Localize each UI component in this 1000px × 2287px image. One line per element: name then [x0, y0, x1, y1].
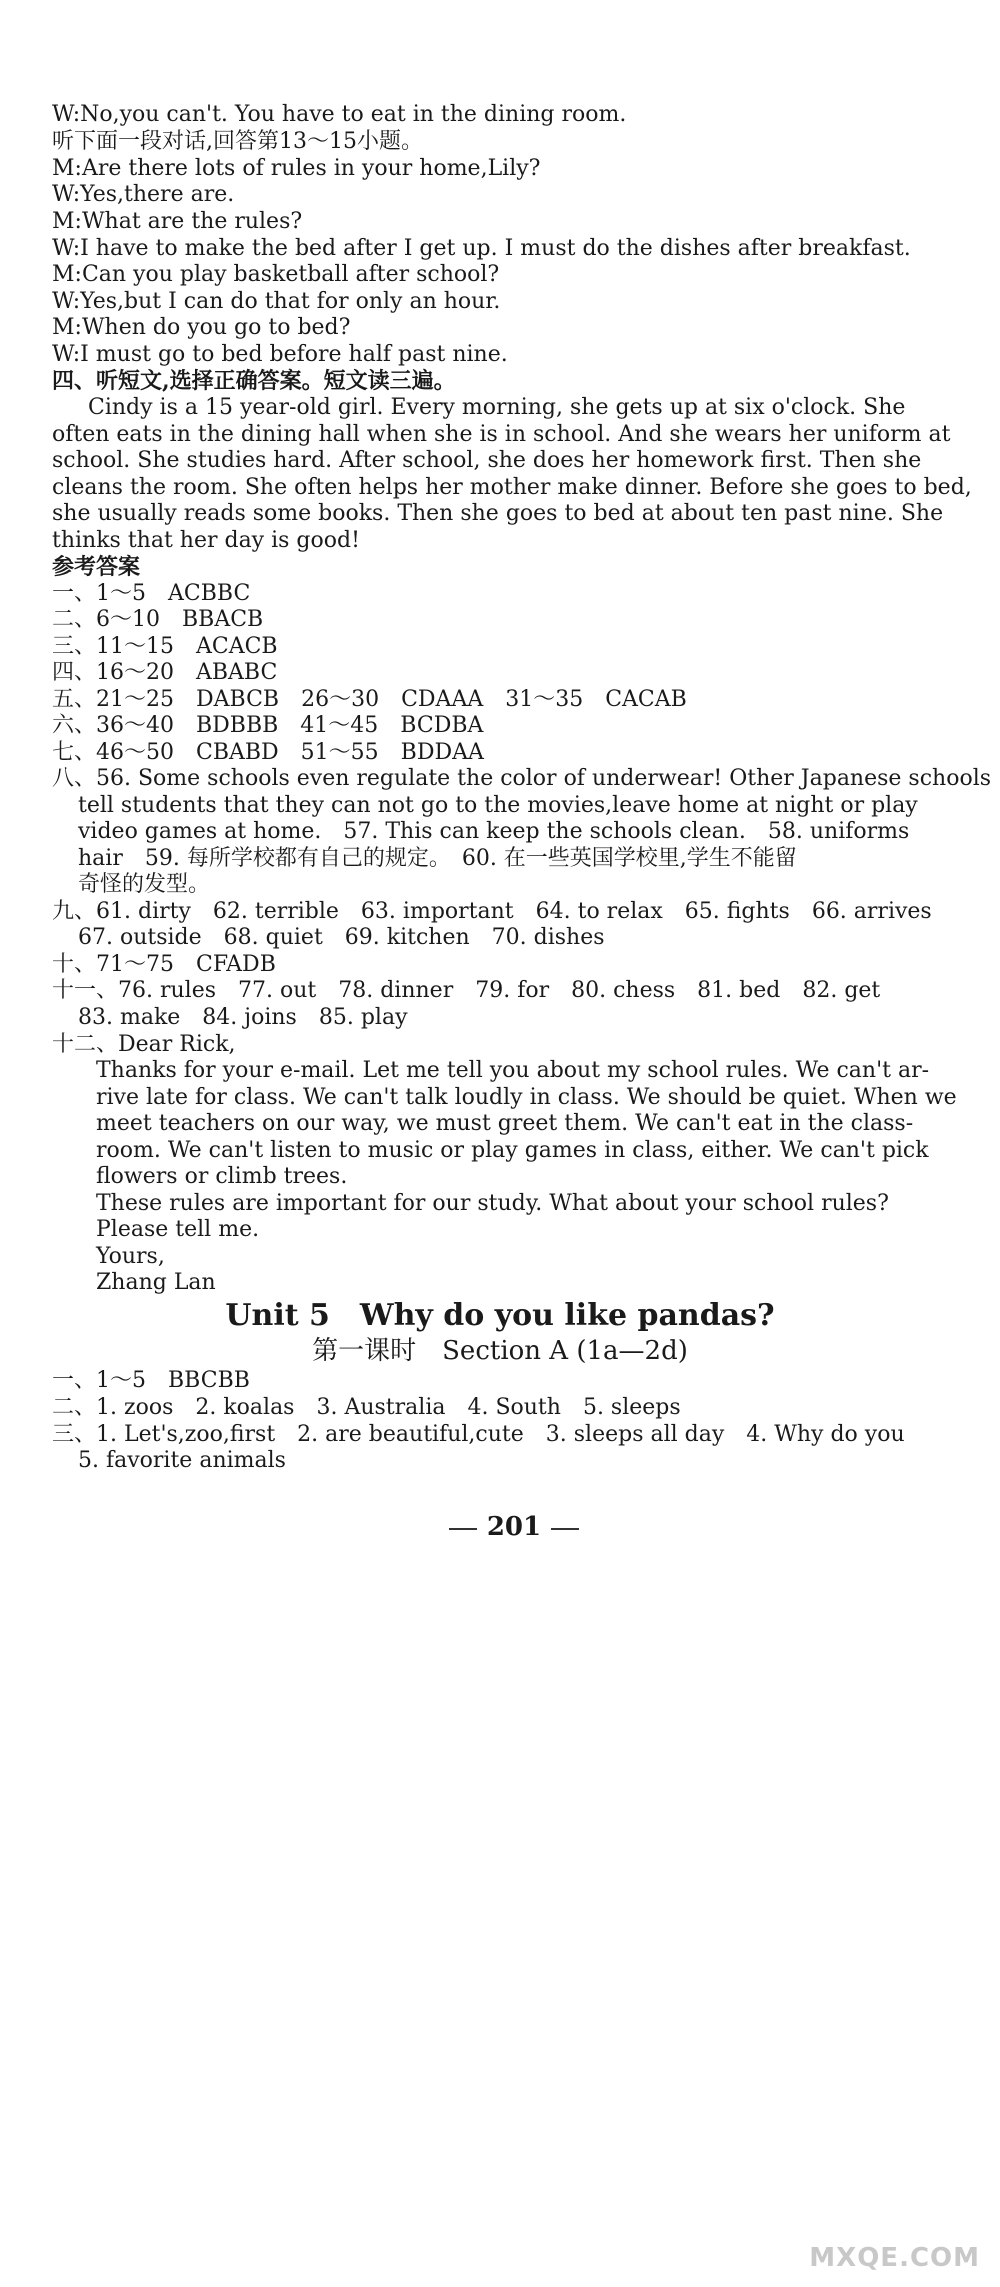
script-line: W:Yes,there are. [52, 182, 235, 207]
script-line: M:When do you go to bed? [52, 315, 351, 340]
passage-line: Cindy is a 15 year-old girl. Every morning, she gets up at six o'clock. She [88, 395, 906, 420]
answer-line: hair 59. 每所学校都有自己的规定。 60. 在一些英国学校里,学生不能留 [78, 846, 797, 871]
answer-line: 三、11～15 ACACB [52, 634, 278, 659]
answer-line: 九、61. dirty 62. terrible 63. important 64. to relax 65. fights 66. arrives [52, 899, 932, 924]
answer-line: 五、21～25 DABCB 26～30 CDAAA 31～35 CACAB [52, 687, 687, 712]
script-line: M:What are the rules? [52, 209, 303, 234]
script-line: 听下面一段对话,回答第13～15小题。 [52, 129, 423, 154]
answer-line: 奇怪的发型。 [78, 872, 211, 897]
footer-dash-left [449, 1528, 477, 1530]
answers-heading: 参考答案 [52, 554, 141, 580]
answer-line: 二、6～10 BBACB [52, 607, 264, 632]
script-line: W:Yes,but I can do that for only an hour. [52, 289, 501, 314]
section-heading: 四、听短文,选择正确答案。短文读三遍。 [52, 368, 456, 394]
answer-line: 67. outside 68. quiet 69. kitchen 70. dishes [78, 925, 605, 950]
answer-line: 83. make 84. joins 85. play [78, 1005, 408, 1030]
unit-answer-line: 二、1. zoos 2. koalas 3. Australia 4. South 5. sleeps [52, 1395, 681, 1420]
letter-line: meet teachers on our way, we must greet them. We can't eat in the class- [96, 1111, 914, 1136]
script-line: W:I must go to bed before half past nine. [52, 342, 508, 367]
answer-line: 六、36～40 BDBBB 41～45 BCDBA [52, 713, 484, 738]
answer-line: 十一、76. rules 77. out 78. dinner 79. for 80. chess 81. bed 82. get [52, 978, 881, 1003]
answer-line: tell students that they can not go to the movies,leave home at night or play [78, 793, 918, 818]
script-line: M:Are there lots of rules in your home,Lily? [52, 156, 541, 181]
unit-answer-line: 5. favorite animals [78, 1448, 286, 1473]
script-line: W:I have to make the bed after I get up. I must do the dishes after breakfast. [52, 236, 911, 261]
passage-line: cleans the room. She often helps her mother make dinner. Before she goes to bed, [52, 475, 972, 500]
letter-line: Please tell me. [96, 1217, 260, 1242]
letter-line: Thanks for your e-mail. Let me tell you about my school rules. We can't ar- [96, 1058, 930, 1083]
unit-answer-line: 三、1. Let's,zoo,first 2. are beautiful,cute 3. sleeps all day 4. Why do you [52, 1422, 905, 1447]
page-footer [0, 1482, 1000, 1574]
page-number: 201 [486, 1512, 542, 1542]
answer-line: 十二、Dear Rick, [52, 1032, 236, 1057]
answer-line: 八、56. Some schools even regulate the color of underwear! Other Japanese schools [52, 766, 992, 791]
letter-line: rive late for class. We can't talk loudly in class. We should be quiet. When we [96, 1085, 957, 1110]
letter-line: These rules are important for our study. What about your school rules? [96, 1191, 889, 1216]
footer-dash-right [551, 1528, 579, 1530]
lesson-title: 第一课时 Section A (1a—2d) [312, 1336, 688, 1366]
passage-line: often eats in the dining hall when she is in school. And she wears her uniform at [52, 422, 951, 447]
unit-answer-line: 一、1～5 BBCBB [52, 1368, 250, 1393]
passage-line: thinks that her day is good! [52, 528, 360, 553]
script-line: W:No,you can't. You have to eat in the dining room. [52, 102, 627, 127]
answer-line: video games at home. 57. This can keep the schools clean. 58. uniforms [78, 819, 910, 844]
letter-line: room. We can't listen to music or play games in class, either. We can't pick [96, 1138, 929, 1163]
answer-line: 十、71～75 CFADB [52, 952, 276, 977]
answer-line: 四、16～20 ABABC [52, 660, 278, 685]
passage-line: school. She studies hard. After school, she does her homework first. Then she [52, 448, 922, 473]
letter-line: flowers or climb trees. [96, 1164, 348, 1189]
answer-line: 七、46～50 CBABD 51～55 BDDAA [52, 740, 484, 765]
answer-line: 一、1～5 ACBBC [52, 581, 251, 606]
passage-line: she usually reads some books. Then she goes to bed at about ten past nine. She [52, 501, 944, 526]
unit-title: Unit 5 Why do you like pandas? [225, 1298, 775, 1333]
letter-line: Zhang Lan [96, 1270, 216, 1295]
letter-line: Yours, [96, 1244, 165, 1269]
script-line: M:Can you play basketball after school? [52, 262, 500, 287]
watermark-logo: MXQE.COM [809, 2243, 980, 2273]
